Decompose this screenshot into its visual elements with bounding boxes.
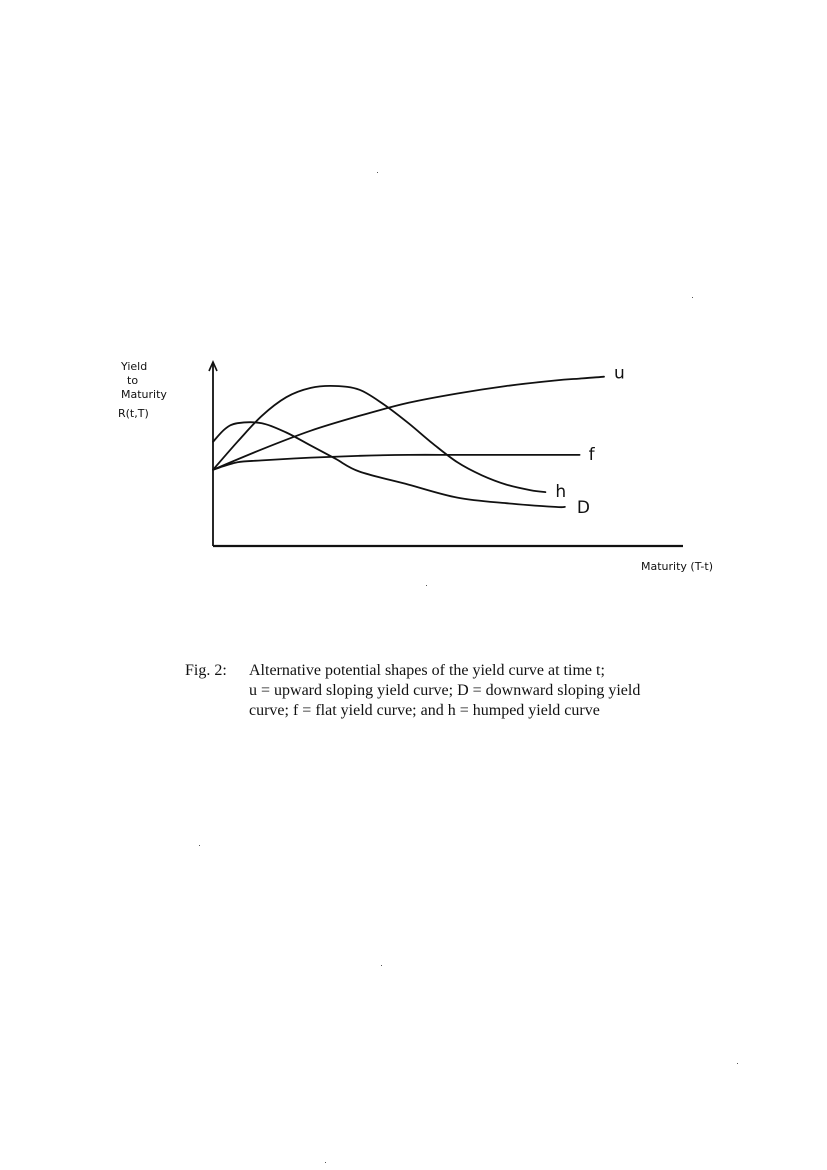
y-axis-label-line: to xyxy=(127,374,139,387)
series-label-h: h xyxy=(555,482,567,503)
scan-speck xyxy=(692,297,693,298)
y-axis-label-line: Yield xyxy=(121,360,148,373)
y-axis-label xyxy=(118,360,167,420)
caption-line: Alternative potential shapes of the yield curve at time t; xyxy=(249,662,605,679)
x-axis-label: Maturity (T-t) xyxy=(641,560,713,573)
series-label-f: f xyxy=(588,444,595,465)
scan-speck xyxy=(426,585,427,586)
series-label-u: u xyxy=(614,363,625,384)
series-labels xyxy=(555,364,624,518)
y-axis-label-line: R(t,T) xyxy=(118,407,149,420)
caption-line: curve; f = flat yield curve; and h = humped yield curve xyxy=(249,702,600,719)
scan-speck xyxy=(381,965,382,966)
series-line-f xyxy=(213,455,580,470)
y-axis-label-line: Maturity xyxy=(121,388,167,401)
scan-speck xyxy=(377,172,378,173)
caption-line: u = upward sloping yield curve; D = downward sloping yield xyxy=(249,682,641,699)
figure-number: Fig. 2: xyxy=(185,662,227,679)
series-line-D xyxy=(213,422,565,507)
scan-speck xyxy=(737,1063,738,1064)
chart-series xyxy=(213,377,604,508)
scan-speck xyxy=(199,845,200,846)
series-line-h xyxy=(213,386,545,492)
scan-speck xyxy=(325,1162,326,1163)
series-label-D: D xyxy=(576,497,590,518)
